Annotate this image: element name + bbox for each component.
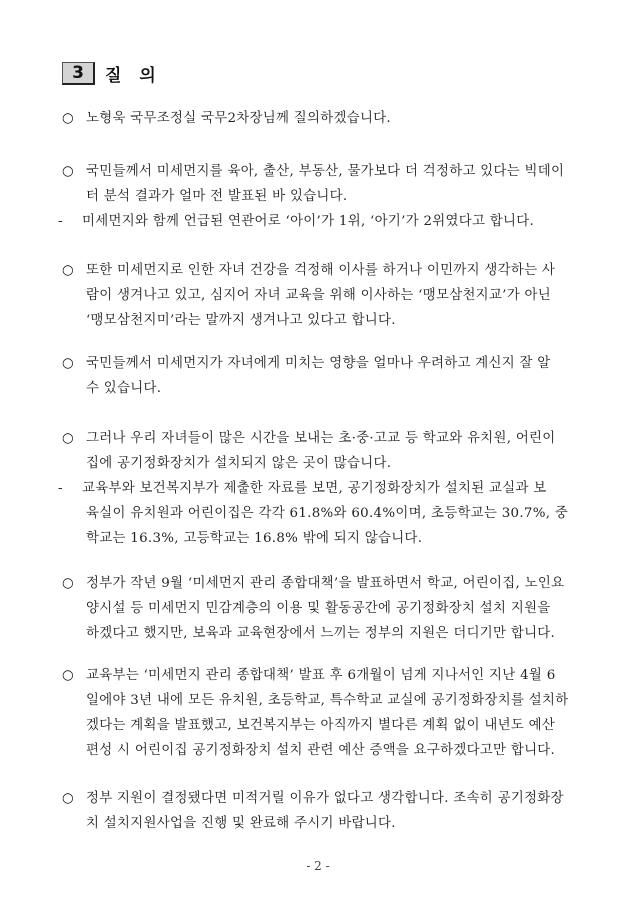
- paragraph-2: [58, 159, 622, 234]
- circle-bullet-icon: ○: [62, 576, 74, 591]
- paragraph-line: 또한 미세먼지로 인한 자녀 건강을 걱정해 이사를 하거나 이민까지 생각하는 사: [86, 263, 556, 278]
- paragraph-5: [58, 426, 622, 551]
- section-heading: [62, 61, 162, 85]
- paragraph-line: 정부가 작년 9월 ‘미세먼지 관리 종합대책’을 발표하면서 학교, 어린이집, 노인요: [86, 576, 565, 591]
- paragraph-line: 국민들께서 미세먼지가 자녀에게 미치는 영향을 얼마나 우려하고 계신지 잘 알: [86, 356, 551, 371]
- circle-bullet-icon: ○: [62, 111, 74, 126]
- paragraph-line: 그러나 우리 자녀들이 많은 시간을 보내는 초·중·고교 등 학교와 유치원, 어린이: [86, 431, 556, 446]
- dash-bullet-icon: -: [58, 214, 63, 229]
- paragraph-line: 수 있습니다.: [86, 381, 162, 396]
- dash-bullet-icon: -: [58, 481, 63, 496]
- paragraph-line: 하겠다고 했지만, 보육과 교육현장에서 느끼는 정부의 지원은 더디기만 합니다.: [86, 626, 556, 641]
- paragraph-line: 겠다는 계획을 발표했고, 보건복지부는 아직까지 별다른 계획 없이 내년도 예산: [86, 718, 556, 733]
- paragraph-line: 터 분석 결과가 얼마 전 발표된 바 있습니다.: [86, 189, 348, 204]
- paragraph-1: [62, 106, 622, 131]
- circle-bullet-icon: ○: [62, 431, 74, 446]
- sub-item-line: 미세먼지와 함께 언급된 연관어로 ‘아이’가 1위, ‘아기’가 2위였다고 합니다.: [82, 214, 535, 229]
- sub-item-line: 교육부와 보건복지부가 제출한 자료를 보면, 공기정화장치가 설치된 교실과 보: [82, 481, 547, 496]
- paragraph-line: 정부 지원이 결정됐다면 미적거릴 이유가 없다고 생각합니다. 조속히 공기정화장: [86, 791, 564, 806]
- sub-item-line: 학교는 16.3%, 고등학교는 16.8% 밖에 되지 않습니다.: [86, 531, 423, 546]
- sub-item-line: 육실이 유치원과 어린이집은 각각 61.8%와 60.4%이며, 초등학교는 30.7%, 중: [86, 506, 569, 521]
- section-title: 질 의: [105, 65, 162, 86]
- paragraph-line: 람이 생겨나고 있고, 심지어 자녀 교육을 위해 이사하는 ‘맹모삼천지교’가 아닌: [86, 288, 551, 303]
- page-number: - 2 -: [306, 859, 330, 873]
- paragraph-line: 노형욱 국무조정실 국무2차장님께 질의하겠습니다.: [86, 111, 391, 126]
- circle-bullet-icon: ○: [62, 164, 74, 179]
- paragraph-line: 교육부는 ‘미세먼지 관리 종합대책’ 발표 후 6개월이 넘게 지나서인 지난 4월 6: [86, 668, 556, 683]
- circle-bullet-icon: ○: [62, 791, 74, 806]
- paragraph-line: 편성 시 어린이집 공기정화장치 설치 관련 예산 증액을 요구하겠다고만 합니다.: [86, 743, 556, 758]
- section-number-box: 3: [62, 62, 95, 85]
- circle-bullet-icon: ○: [62, 668, 74, 683]
- paragraph-8: [62, 786, 622, 836]
- paragraph-line: 일에야 3년 내에 모든 유치원, 초등학교, 특수학교 교실에 공기정화장치를 설치하: [86, 693, 569, 708]
- paragraph-6: [62, 571, 622, 646]
- paragraph-line: 치 설치지원사업을 진행 및 완료해 주시기 바랍니다.: [86, 816, 396, 831]
- paragraph-line: 국민들께서 미세먼지를 육아, 출산, 부동산, 물가보다 더 걱정하고 있다는 빅데이: [86, 164, 565, 179]
- paragraph-7: [62, 663, 622, 763]
- paragraph-line: ‘맹모삼천지미’라는 말까지 생겨나고 있다고 합니다.: [86, 313, 396, 328]
- circle-bullet-icon: ○: [62, 356, 74, 371]
- paragraph-3: [62, 258, 622, 333]
- paragraph-4: [62, 351, 622, 401]
- circle-bullet-icon: ○: [62, 263, 74, 278]
- paragraph-line: 집에 공기정화장치가 설치되지 않은 곳이 많습니다.: [86, 456, 392, 471]
- paragraph-line: 양시설 등 미세먼지 민감계층의 이용 및 활동공간에 공기정화장치 설치 지원을: [86, 601, 551, 616]
